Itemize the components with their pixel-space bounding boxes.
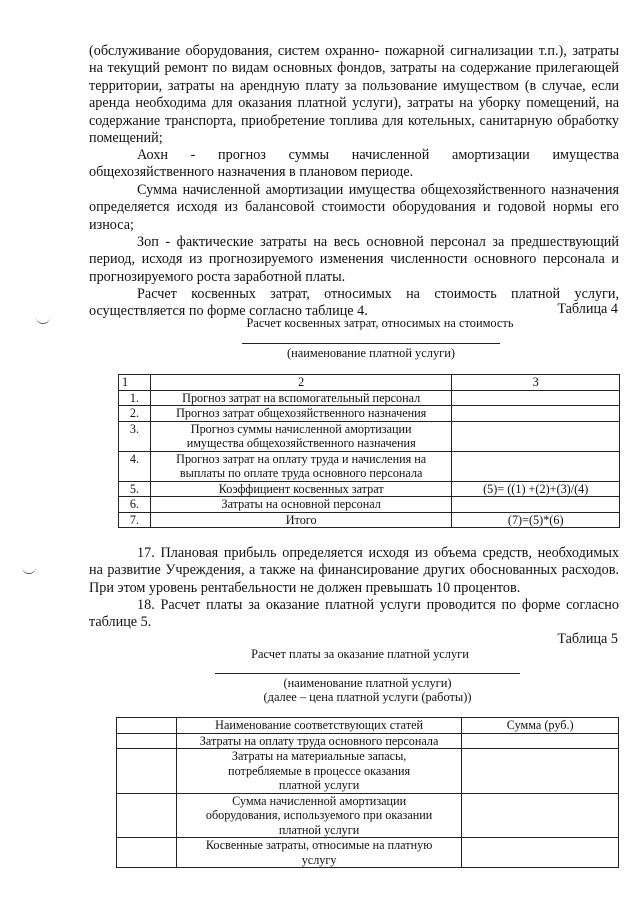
row-description: Прогноз затрат на вспомогательный персонал — [150, 390, 452, 406]
table-header-row — [119, 375, 620, 391]
row-description: Прогноз суммы начисленной амортизации имущества общехозяйственного назначения — [150, 421, 452, 451]
row-description: Сумма начисленной амортизации оборудования, используемого при оказании платной услуги — [176, 793, 462, 838]
text-line: 17. Плановая прибыль определяется исходя из объема средств, необходимых — [137, 545, 619, 561]
row-description: Косвенные затраты, относимые на платную услугу — [176, 838, 462, 868]
table5-label: Таблица 5 — [557, 631, 618, 647]
row-description: Затраты на материальные запасы, потребляемые в процессе оказания платной услуги — [176, 749, 462, 794]
row-number: 5. — [119, 481, 151, 497]
row-value — [452, 390, 620, 406]
text-line: Расчет косвенных затрат, относимых на стоимость платной услуги, — [137, 286, 619, 302]
row-value — [452, 451, 620, 481]
table5 — [116, 717, 619, 868]
row-number — [117, 733, 177, 749]
margin-mark — [36, 315, 50, 324]
row-number: 1. — [119, 390, 151, 406]
text-line: помещений; — [89, 130, 163, 147]
table4 — [118, 374, 620, 528]
row-value — [462, 838, 619, 868]
text-line: содержание транспорта, приобретение топлива для котельных, санитарную обработку — [89, 112, 619, 129]
table5-title: Расчет платы за оказание платной услуги — [251, 647, 469, 661]
paragraph-price — [89, 597, 619, 632]
row-value — [462, 749, 619, 794]
row-number: 3. — [119, 421, 151, 451]
table-row — [119, 451, 620, 481]
row-value — [452, 406, 620, 422]
text-line: (обслуживание оборудования, систем охранно- пожарной сигнализации т.п.), затраты — [89, 43, 619, 59]
table-header-cell: Наименование соответствующих статей — [176, 718, 462, 734]
row-value — [462, 733, 619, 749]
row-description: Коэффициент косвенных затрат — [150, 481, 452, 497]
table-row — [117, 749, 619, 794]
row-number — [117, 749, 177, 794]
row-number — [117, 793, 177, 838]
table4-label: Таблица 4 — [557, 301, 618, 317]
text-line: определяется исходя из балансовой стоимости оборудования и годовой нормы его — [89, 199, 619, 216]
row-number: 4. — [119, 451, 151, 481]
table4-title: Расчет косвенных затрат, относимых на стоимость — [246, 316, 514, 330]
name-underline — [215, 673, 520, 674]
table-row — [119, 481, 620, 497]
text-line: общехозяйственного назначения в плановом периоде. — [89, 164, 414, 181]
table-row — [117, 733, 619, 749]
row-value: (7)=(5)*(6) — [452, 512, 620, 528]
row-description: Прогноз затрат на оплату труда и начисления на выплаты по оплате труда основного персонала — [150, 451, 452, 481]
row-value — [462, 793, 619, 838]
table-row — [119, 421, 620, 451]
text-line: При этом уровень рентабельности не должен превышать 10 процентов. — [89, 579, 521, 596]
table-row — [117, 838, 619, 868]
name-underline — [242, 343, 500, 344]
paragraph-costs — [89, 43, 619, 147]
table4-subtitle: (наименование платной услуги) — [287, 346, 455, 360]
row-description: Затраты на оплату труда основного персонала — [176, 733, 462, 749]
table-header-cell — [117, 718, 177, 734]
table-header-row — [117, 718, 619, 734]
text-line: 18. Расчет платы за оказание платной услуги проводится по форме согласно — [137, 597, 619, 613]
table-row — [119, 497, 620, 513]
text-line: таблице 5. — [89, 614, 152, 631]
row-value: (5)= ((1) +(2)+(3)/(4) — [452, 481, 620, 497]
text-line: Аохн - прогноз суммы начисленной амортизации имущества — [137, 147, 619, 163]
row-number: 2. — [119, 406, 151, 422]
table-header-cell: Сумма (руб.) — [462, 718, 619, 734]
row-number — [117, 838, 177, 868]
text-line: Сумма начисленной амортизации имущества общехозяйственного назначения — [137, 182, 619, 198]
row-description: Итого — [150, 512, 452, 528]
text-line: на текущий ремонт по видам основных фондов, затраты на содержание прилегающей — [89, 60, 619, 77]
row-number: 7. — [119, 512, 151, 528]
row-value — [452, 421, 620, 451]
text-line: осуществляется по форме согласно таблице 4. — [89, 303, 368, 320]
paragraph-profit — [89, 545, 619, 597]
table-header-cell: 3 — [452, 375, 620, 391]
table-row — [119, 512, 620, 528]
paragraph-zop — [89, 234, 619, 286]
text-line: аренда необходима для оказания платной услуги), затраты на уборку помещений, на — [89, 95, 619, 112]
row-number: 6. — [119, 497, 151, 513]
text-line: период, исходя из прогнозируемого изменения численности основного персонала и — [89, 251, 619, 268]
paragraph-aohn — [89, 147, 619, 182]
text-line: Зоп - фактические затраты на весь основной персонал за предшествующий — [137, 234, 619, 250]
paragraph-amortization — [89, 182, 619, 234]
table-row — [119, 390, 620, 406]
table-header-cell: 1 — [119, 375, 151, 391]
table-header-cell: 2 — [150, 375, 452, 391]
table5-subtitle-note: (далее – цена платной услуги (работы)) — [263, 690, 472, 704]
row-description: Затраты на основной персонал — [150, 497, 452, 513]
text-line: на развитие Учреждения, а также на финансирование других обоснованных расходов. — [89, 562, 619, 579]
text-line: прогнозируемого роста заработной платы. — [89, 268, 346, 285]
margin-mark — [22, 565, 36, 574]
table-row — [117, 793, 619, 838]
text-line: территории, затраты на арендную плату за пользование имуществом (в случае, если — [89, 77, 619, 94]
row-value — [452, 497, 620, 513]
table-row — [119, 406, 620, 422]
table5-subtitle: (наименование платной услуги) — [283, 676, 452, 690]
row-description: Прогноз затрат общехозяйственного назначения — [150, 406, 452, 422]
text-line: износа; — [89, 216, 134, 233]
